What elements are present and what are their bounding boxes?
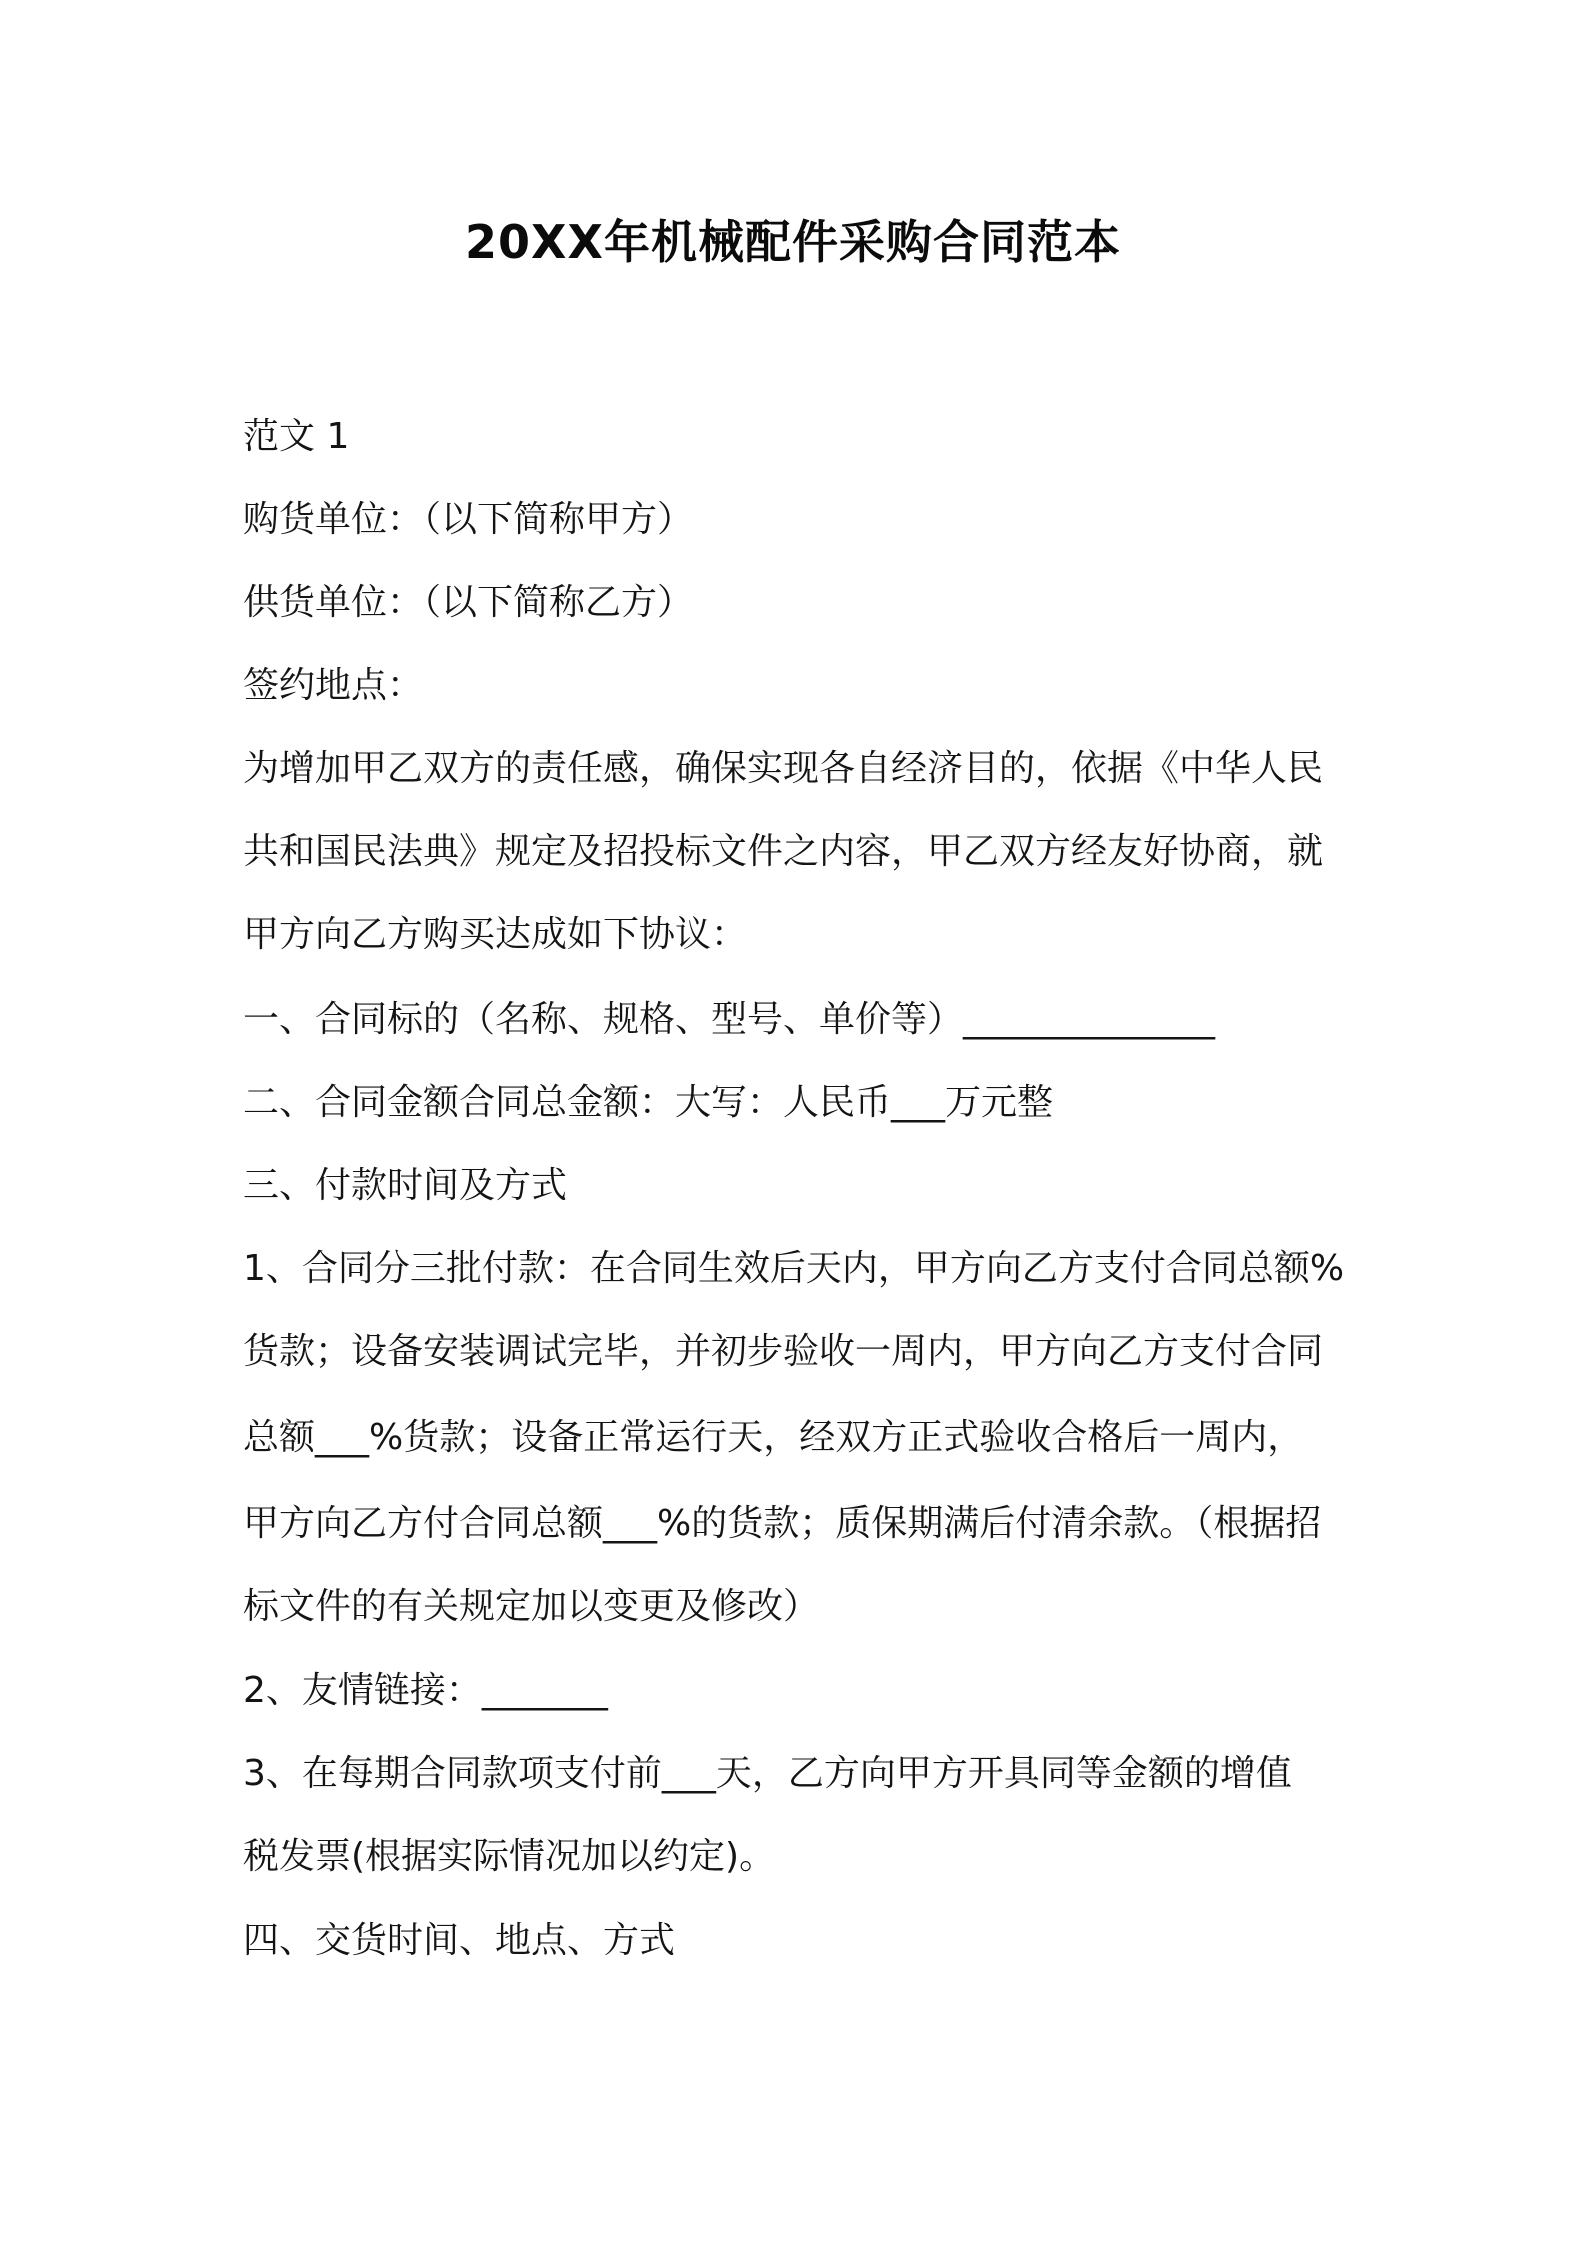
supplier-unit-line: 供货单位：（以下简称乙方） xyxy=(243,582,694,623)
payment-item-1-line-5: 标文件的有关规定加以变更及修改） xyxy=(243,1586,820,1627)
clause-2-amount: 二、合同金额合同总金额：大写：人民币___万元整 xyxy=(243,1082,1054,1123)
payment-item-3-line-2: 税发票(根据实际情况加以约定)。 xyxy=(243,1836,776,1877)
payment-item-3-line-1: 3、在每期合同款项支付前___天，乙方向甲方开具同等金额的增值 xyxy=(243,1753,1292,1794)
clause-1-subject: 一、合同标的（名称、规格、型号、单价等）______________ xyxy=(243,999,1216,1040)
payment-item-1-line-1: 1、合同分三批付款：在合同生效后天内，甲方向乙方支付合同总额% xyxy=(243,1248,1345,1289)
payment-item-1-line-3: 总额___%货款；设备正常运行天，经双方正式验收合格后一周内， xyxy=(243,1417,1304,1458)
clause-3-heading: 三、付款时间及方式 xyxy=(243,1165,568,1206)
buyer-unit-line: 购货单位：（以下简称甲方） xyxy=(243,499,694,540)
payment-item-2: 2、友情链接：_______ xyxy=(243,1670,608,1711)
sample-label: 范文 1 xyxy=(243,416,350,457)
preamble-line-1: 为增加甲乙双方的责任感，确保实现各自经济目的，依据《中华人民 xyxy=(243,748,1324,789)
payment-item-1-line-2: 货款；设备安装调试完毕，并初步验收一周内，甲方向乙方支付合同 xyxy=(243,1331,1324,1372)
preamble-line-3: 甲方向乙方购买达成如下协议： xyxy=(243,914,748,955)
document-title: 20XX年机械配件采购合同范本 xyxy=(465,215,1121,269)
payment-item-1-line-4: 甲方向乙方付合同总额___%的货款；质保期满后付清余款。（根据招 xyxy=(243,1503,1322,1544)
preamble-line-2: 共和国民法典》规定及招投标文件之内容，甲乙双方经友好协商，就 xyxy=(243,831,1324,872)
signing-location-line: 签约地点： xyxy=(243,665,424,706)
clause-4-heading: 四、交货时间、地点、方式 xyxy=(243,1920,676,1961)
